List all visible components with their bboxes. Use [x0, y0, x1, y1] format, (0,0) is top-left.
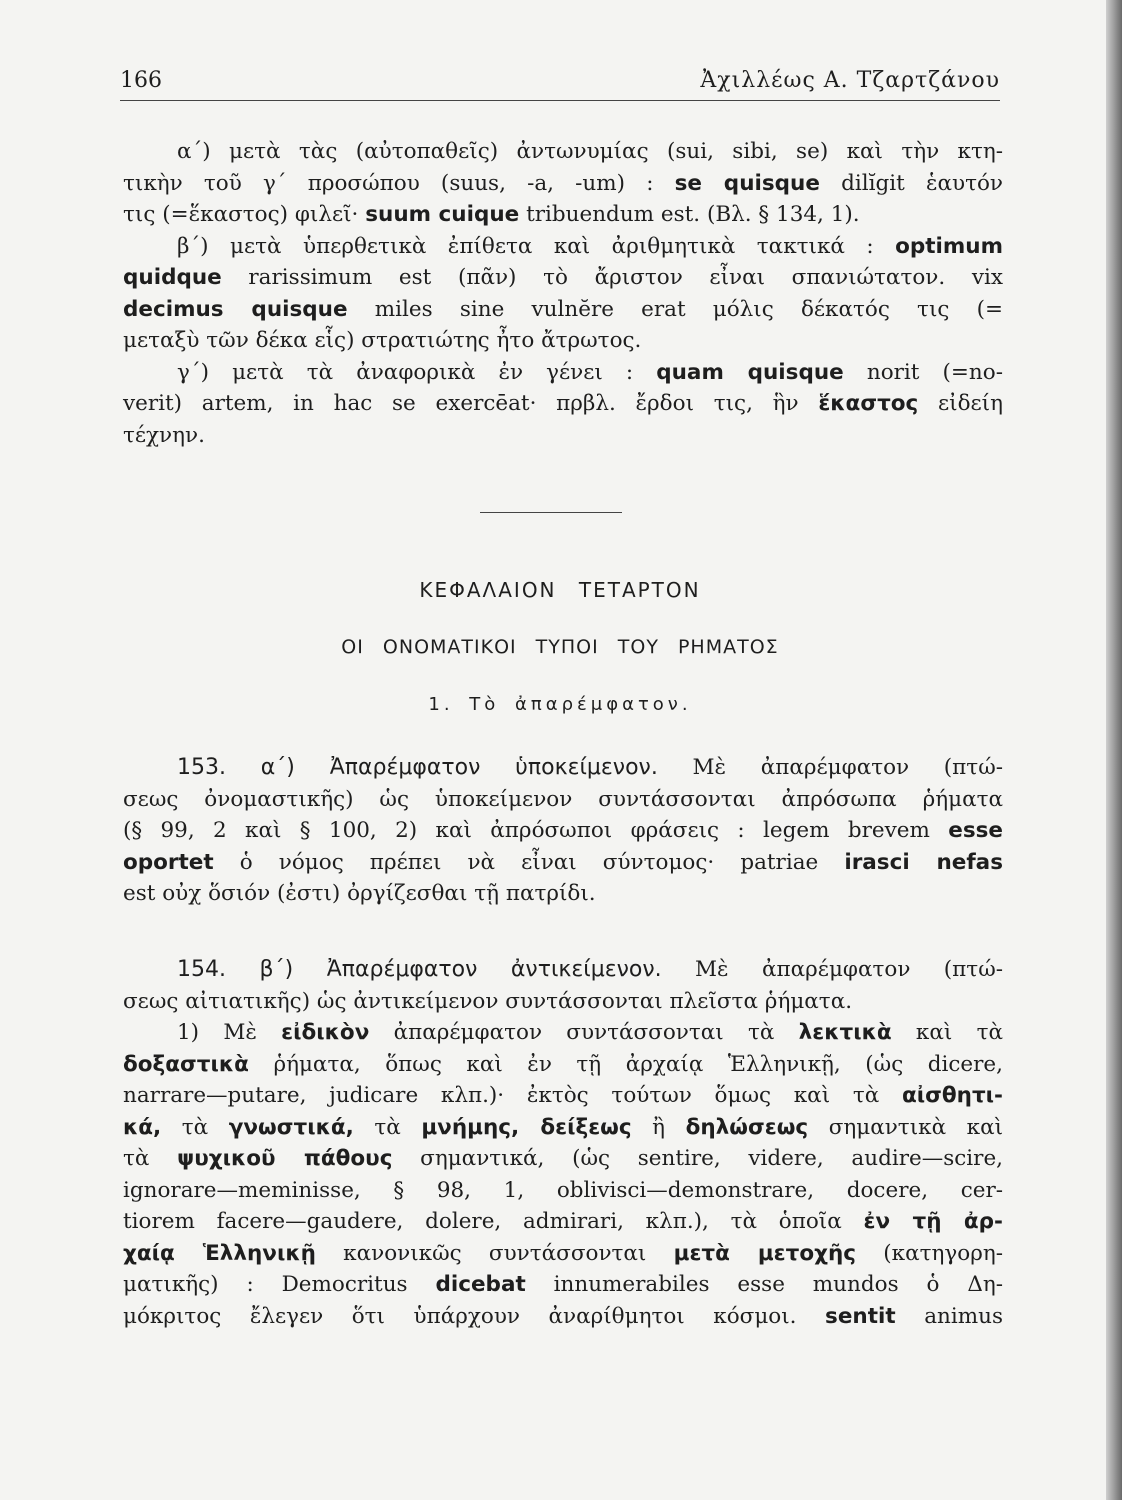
- para153-line-1: 153. α΄) Ἀπαρέμφατον ὑποκείμενον. Μὲ ἀπαρέμφατον (πτώ-: [177, 755, 1003, 780]
- para153-heading: 153. α΄) Ἀπαρέμφατον ὑποκείμενον.: [177, 755, 658, 780]
- alpha-paragraph-1: α΄) μετὰ τὰς (αὐτοπαθεῖς) ἀντωνυμίας (sui, sibi, se) καὶ τὴν κτη-: [177, 139, 1003, 164]
- para154-line-12: μόκριτος ἔλεγεν ὅτι ὑπάρχουν ἀναρίθμητοι κόσμοι. sentit animus: [123, 1303, 1003, 1329]
- para154-heading: 154. β΄) Ἀπαρέμφατον ἀντικείμενον.: [177, 957, 662, 982]
- running-title: Ἀχιλλέως Α. Τζαρτζάνου: [700, 68, 1000, 93]
- section-separator: [480, 512, 622, 513]
- para154-line-6: κά, τὰ γνωστικά, τὰ μνήμης, δείξεως ἢ δηλώσεως σημαντικὰ καὶ: [123, 1114, 1004, 1140]
- header-rule: [120, 100, 1000, 101]
- chapter-subtitle: ΟΙ ΟΝΟΜΑΤΙΚΟΙ ΤΥΠΟΙ ΤΟΥ ΡΗΜΑΤΟΣ: [341, 636, 779, 658]
- paragraph-153: [123, 752, 1003, 910]
- top-section: [123, 136, 1003, 451]
- para154-line-10: χαίᾳ Ἑλληνικῇ κανονικῶς συντάσσονται μετὰ μετοχῆς (κατηγορη-: [123, 1240, 1003, 1266]
- para154-line-3: 1) Μὲ εἰδικὸν ἀπαρέμφατον συντάσσονται τὰ λεκτικὰ καὶ τὰ: [177, 1020, 1003, 1045]
- beta-paragraph-2: quidque rarissimum est (πᾶν) τὸ ἄριστον εἶναι σπανιώτατον. vix: [123, 265, 1003, 290]
- page-number: 166: [120, 68, 162, 93]
- beta-paragraph-1: β΄) μετὰ ὑπερθετικὰ ἐπίθετα καὶ ἀριθμητικὰ τακτικά : optimum: [177, 233, 1003, 259]
- chapter-title: ΚΕΦΑΛΑΙΟΝ ΤΕΤΑΡΤΟΝ: [419, 578, 701, 602]
- gamma-paragraph-1: γ΄) μετὰ τὰ ἀναφορικὰ ἐν γένει : quam quisque norit (=no-: [177, 359, 1003, 385]
- para154-line-11: ματικῆς) : Democritus dicebat innumerabiles esse mundos ὁ Δη-: [123, 1272, 1003, 1297]
- para153-line-3: (§ 99, 2 καὶ § 100, 2) καὶ ἀπρόσωποι φράσεις : legem brevem esse: [123, 818, 1003, 843]
- para153-line-5: est οὐχ ὅσιόν (ἐστι) ὀργίζεσθαι τῇ πατρίδι.: [123, 881, 596, 906]
- paragraph-154: [123, 954, 1003, 1332]
- para154-line-9: tiorem facere—gaudere, dolere, admirari, κλπ.), τὰ ὁποῖα ἐν τῇ ἀρ-: [123, 1209, 1003, 1234]
- para154-line-8: ignorare—meminisse, § 98, 1, oblivisci—demonstrare, docere, cer-: [123, 1177, 1003, 1203]
- para154-line-2: σεως αἰτιατικῆς) ὡς ἀντικείμενον συντάσσονται πλεῖστα ῥήματα.: [123, 988, 853, 1014]
- para154-line-7: τὰ ψυχικοῦ πάθους σημαντικά, (ὡς sentire, videre, audire—scire,: [123, 1146, 1003, 1171]
- para153-line-4: oportet ὁ νόμος πρέπει νὰ εἶναι σύντομος· patriae irasci nefas: [123, 849, 1003, 875]
- beta-paragraph-3: decimus quisque miles sine vulnĕre erat μόλις δέκατός τις (=: [123, 296, 1004, 322]
- page-edge-shadow: [1106, 0, 1122, 1500]
- para153-line-2: σεως ὀνομαστικῆς) ὡς ὑποκείμενον συντάσσονται ἀπρόσωπα ῥήματα: [123, 786, 1003, 812]
- section-title: 1. Τὸ ἀπαρέμφατον.: [428, 694, 692, 715]
- gamma-paragraph-3: τέχνην.: [123, 422, 205, 448]
- alpha-paragraph-2: τικὴν τοῦ γ΄ προσώπου (suus, -a, -um) : se quisque dilĭgit ἑαυτόν: [123, 170, 1003, 196]
- gamma-paragraph-2: verit) artem, in hac se exercēat· πρβλ. ἔρδοι τις, ἣν ἕκαστος εἰδείη: [123, 391, 1003, 416]
- beta-paragraph-4: μεταξὺ τῶν δέκα εἷς) στρατιώτης ἦτο ἄτρωτος.: [123, 328, 642, 353]
- alpha-paragraph-3: τις (=ἕκαστος) φιλεῖ· suum cuique tribuendum est. (Βλ. § 134, 1).: [123, 202, 860, 227]
- page-header: [120, 68, 1000, 98]
- para154-line-5: narrare—putare, judicare κλπ.)· ἐκτὸς τούτων ὅμως καὶ τὰ αἰσθητι-: [123, 1083, 1003, 1108]
- para154-line-4: δοξαστικὰ ῥήματα, ὅπως καὶ ἐν τῇ ἀρχαίᾳ Ἑλληνικῇ, (ὡς dicere,: [123, 1051, 1003, 1077]
- para154-line-1: 154. β΄) Ἀπαρέμφατον ἀντικείμενον. Μὲ ἀπαρέμφατον (πτώ-: [177, 957, 1003, 982]
